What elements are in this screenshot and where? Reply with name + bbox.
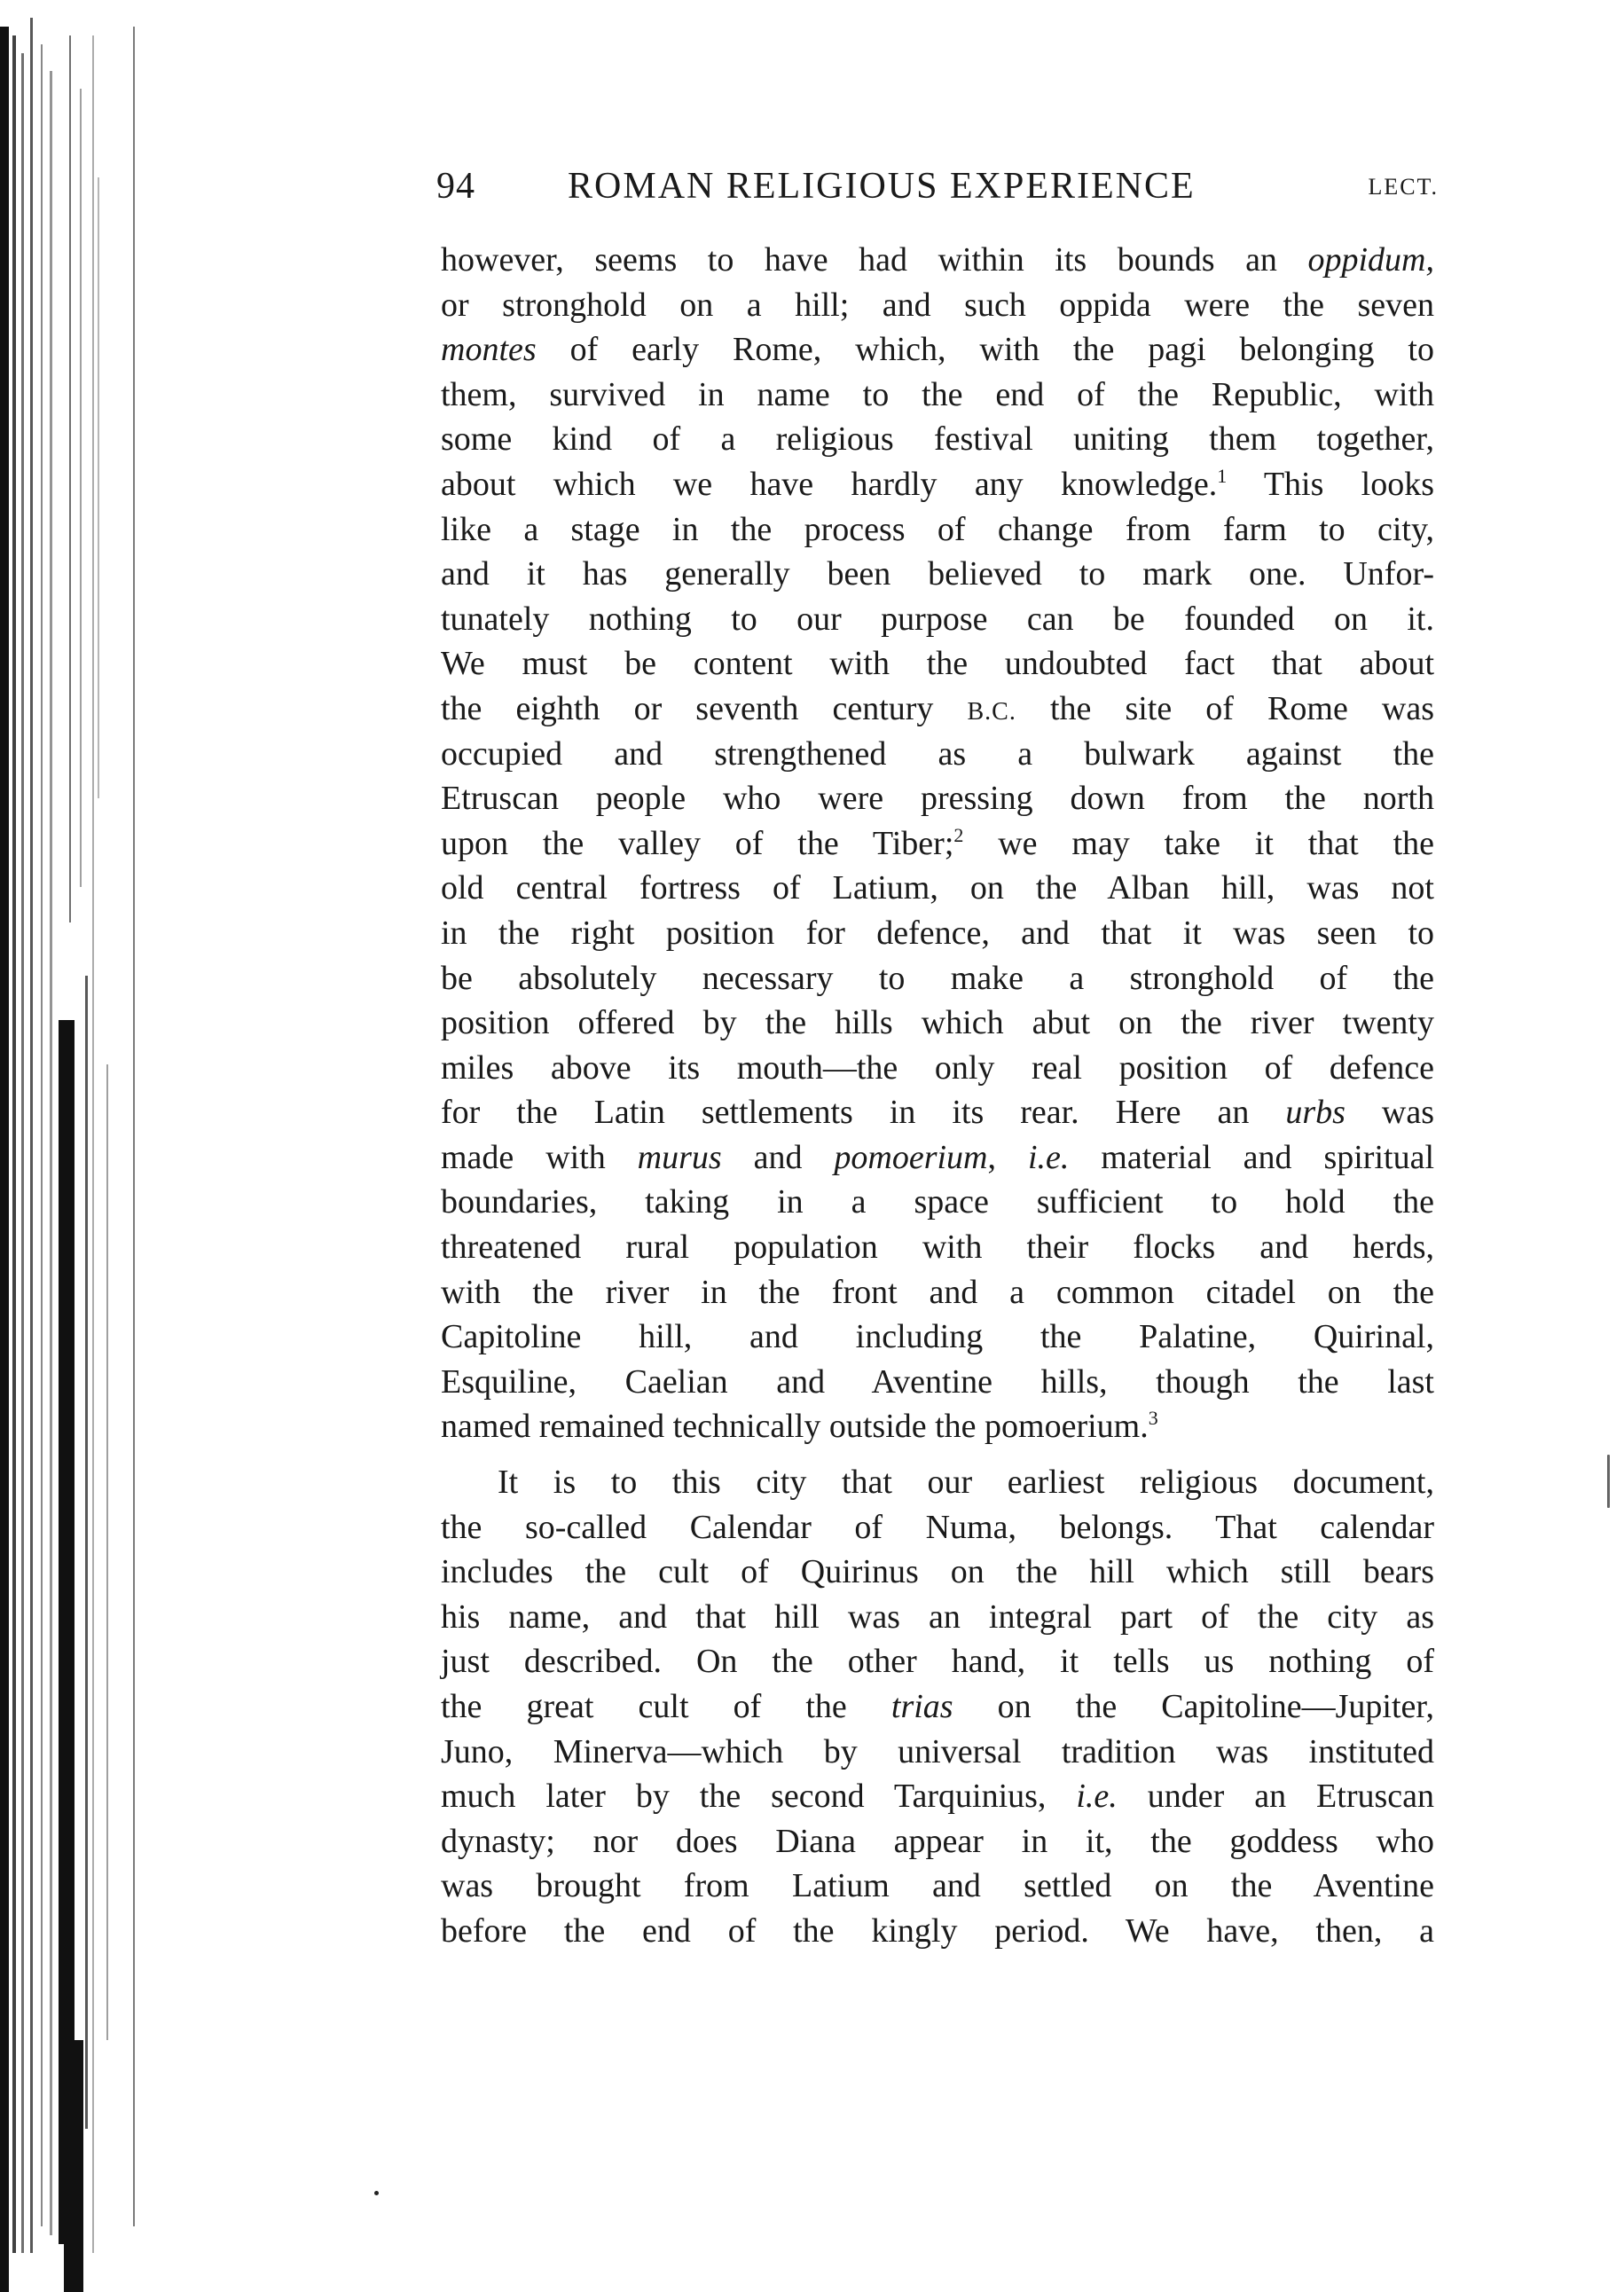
text-line: before the end of the kingly period. We have, then, a bbox=[441, 1911, 1434, 1950]
text-line: like a stage in the process of change from farm to city, bbox=[441, 510, 1434, 548]
text-line: It is to this city that our earliest religious document, bbox=[498, 1464, 1434, 1502]
text-line: some kind of a religious festival uniting them together, bbox=[441, 420, 1434, 459]
text-line: boundaries, taking in a space sufficient to hold the bbox=[441, 1183, 1434, 1221]
section-label: LECT. bbox=[1368, 174, 1439, 200]
text-line: montes of early Rome, which, with the pagi belonging to bbox=[441, 331, 1434, 369]
paragraph bbox=[441, 238, 1434, 1449]
text-line: be absolutely necessary to make a stronghold of the bbox=[441, 959, 1434, 997]
text-line: was brought from Latium and settled on the Aventine bbox=[441, 1867, 1434, 1905]
text-line: just described. On the other hand, it tells us nothing of bbox=[441, 1643, 1434, 1681]
text-line: dynasty; nor does Diana appear in it, the goddess who bbox=[441, 1822, 1434, 1860]
text-line: for the Latin settlements in its rear. Here an urbs was bbox=[441, 1094, 1434, 1132]
text-line: the eighth or seventh century B.C. the site of Rome was bbox=[441, 689, 1434, 727]
text-line: made with murus and pomoerium, i.e. material and spiritual bbox=[441, 1138, 1434, 1176]
text-line: in the right position for defence, and that it was seen to bbox=[441, 914, 1434, 952]
footnote-ref: 1 bbox=[1217, 464, 1228, 487]
text-line: his name, and that hill was an integral part of the city as bbox=[441, 1597, 1434, 1636]
page-number: 94 bbox=[436, 166, 475, 207]
text-line: position offered by the hills which abut on the river twenty bbox=[441, 1004, 1434, 1042]
text-line: however, seems to have had within its bounds an oppidum, bbox=[441, 241, 1434, 279]
text-line: occupied and strengthened as a bulwark against the bbox=[441, 734, 1434, 773]
text-line: miles above its mouth—the only real position of defence bbox=[441, 1048, 1434, 1087]
text-line: old central fortress of Latium, on the Alban hill, was not bbox=[441, 869, 1434, 907]
text-line: Capitoline hill, and including the Palatine, Quirinal, bbox=[441, 1318, 1434, 1356]
text-line: includes the cult of Quirinus on the hill which still bears bbox=[441, 1553, 1434, 1591]
scan-speck bbox=[1607, 1455, 1610, 1508]
text-line: with the river in the front and a common citadel on the bbox=[441, 1273, 1434, 1311]
paragraph bbox=[441, 1460, 1434, 1954]
text-line: or stronghold on a hill; and such oppida were the seven bbox=[441, 286, 1434, 324]
text-line: threatened rural population with their flocks and herds, bbox=[441, 1228, 1434, 1267]
text-line: them, survived in name to the end of the Republic, with bbox=[441, 375, 1434, 413]
page-binding-edge bbox=[0, 0, 146, 2292]
text-line: We must be content with the undoubted fact that about bbox=[441, 645, 1434, 683]
text-line: about which we have hardly any knowledge.$^1$ This looks bbox=[441, 464, 1434, 503]
text-line: the great cult of the trias on the Capitoline—Jupiter, bbox=[441, 1688, 1434, 1725]
text-line: tunately nothing to our purpose can be founded on it. bbox=[441, 600, 1434, 638]
text-line: much later by the second Tarquinius, i.e. under an Etruscan bbox=[441, 1778, 1434, 1816]
text-line: Esquiline, Caelian and Aventine hills, though the last bbox=[441, 1362, 1434, 1401]
running-header bbox=[436, 165, 1439, 218]
text-line: the so-called Calendar of Numa, belongs. That calendar bbox=[441, 1508, 1434, 1546]
text-line: named remained technically outside the pomoerium.$^3$ bbox=[441, 1407, 1158, 1446]
footnote-ref: 3 bbox=[1148, 1407, 1158, 1430]
text-line: Juno, Minerva—which by universal tradition was instituted bbox=[441, 1732, 1434, 1770]
text-line: and it has generally been believed to mark one. Unfor- bbox=[441, 555, 1434, 593]
body-text bbox=[441, 238, 1434, 1954]
text-line: Etruscan people who were pressing down from the north bbox=[441, 780, 1434, 818]
footnote-ref: 2 bbox=[953, 823, 964, 846]
text-line: upon the valley of the Tiber;$^2$ we may take it that the bbox=[441, 823, 1434, 862]
scan-speck bbox=[374, 2191, 379, 2195]
running-title: ROMAN RELIGIOUS EXPERIENCE bbox=[568, 166, 1196, 207]
